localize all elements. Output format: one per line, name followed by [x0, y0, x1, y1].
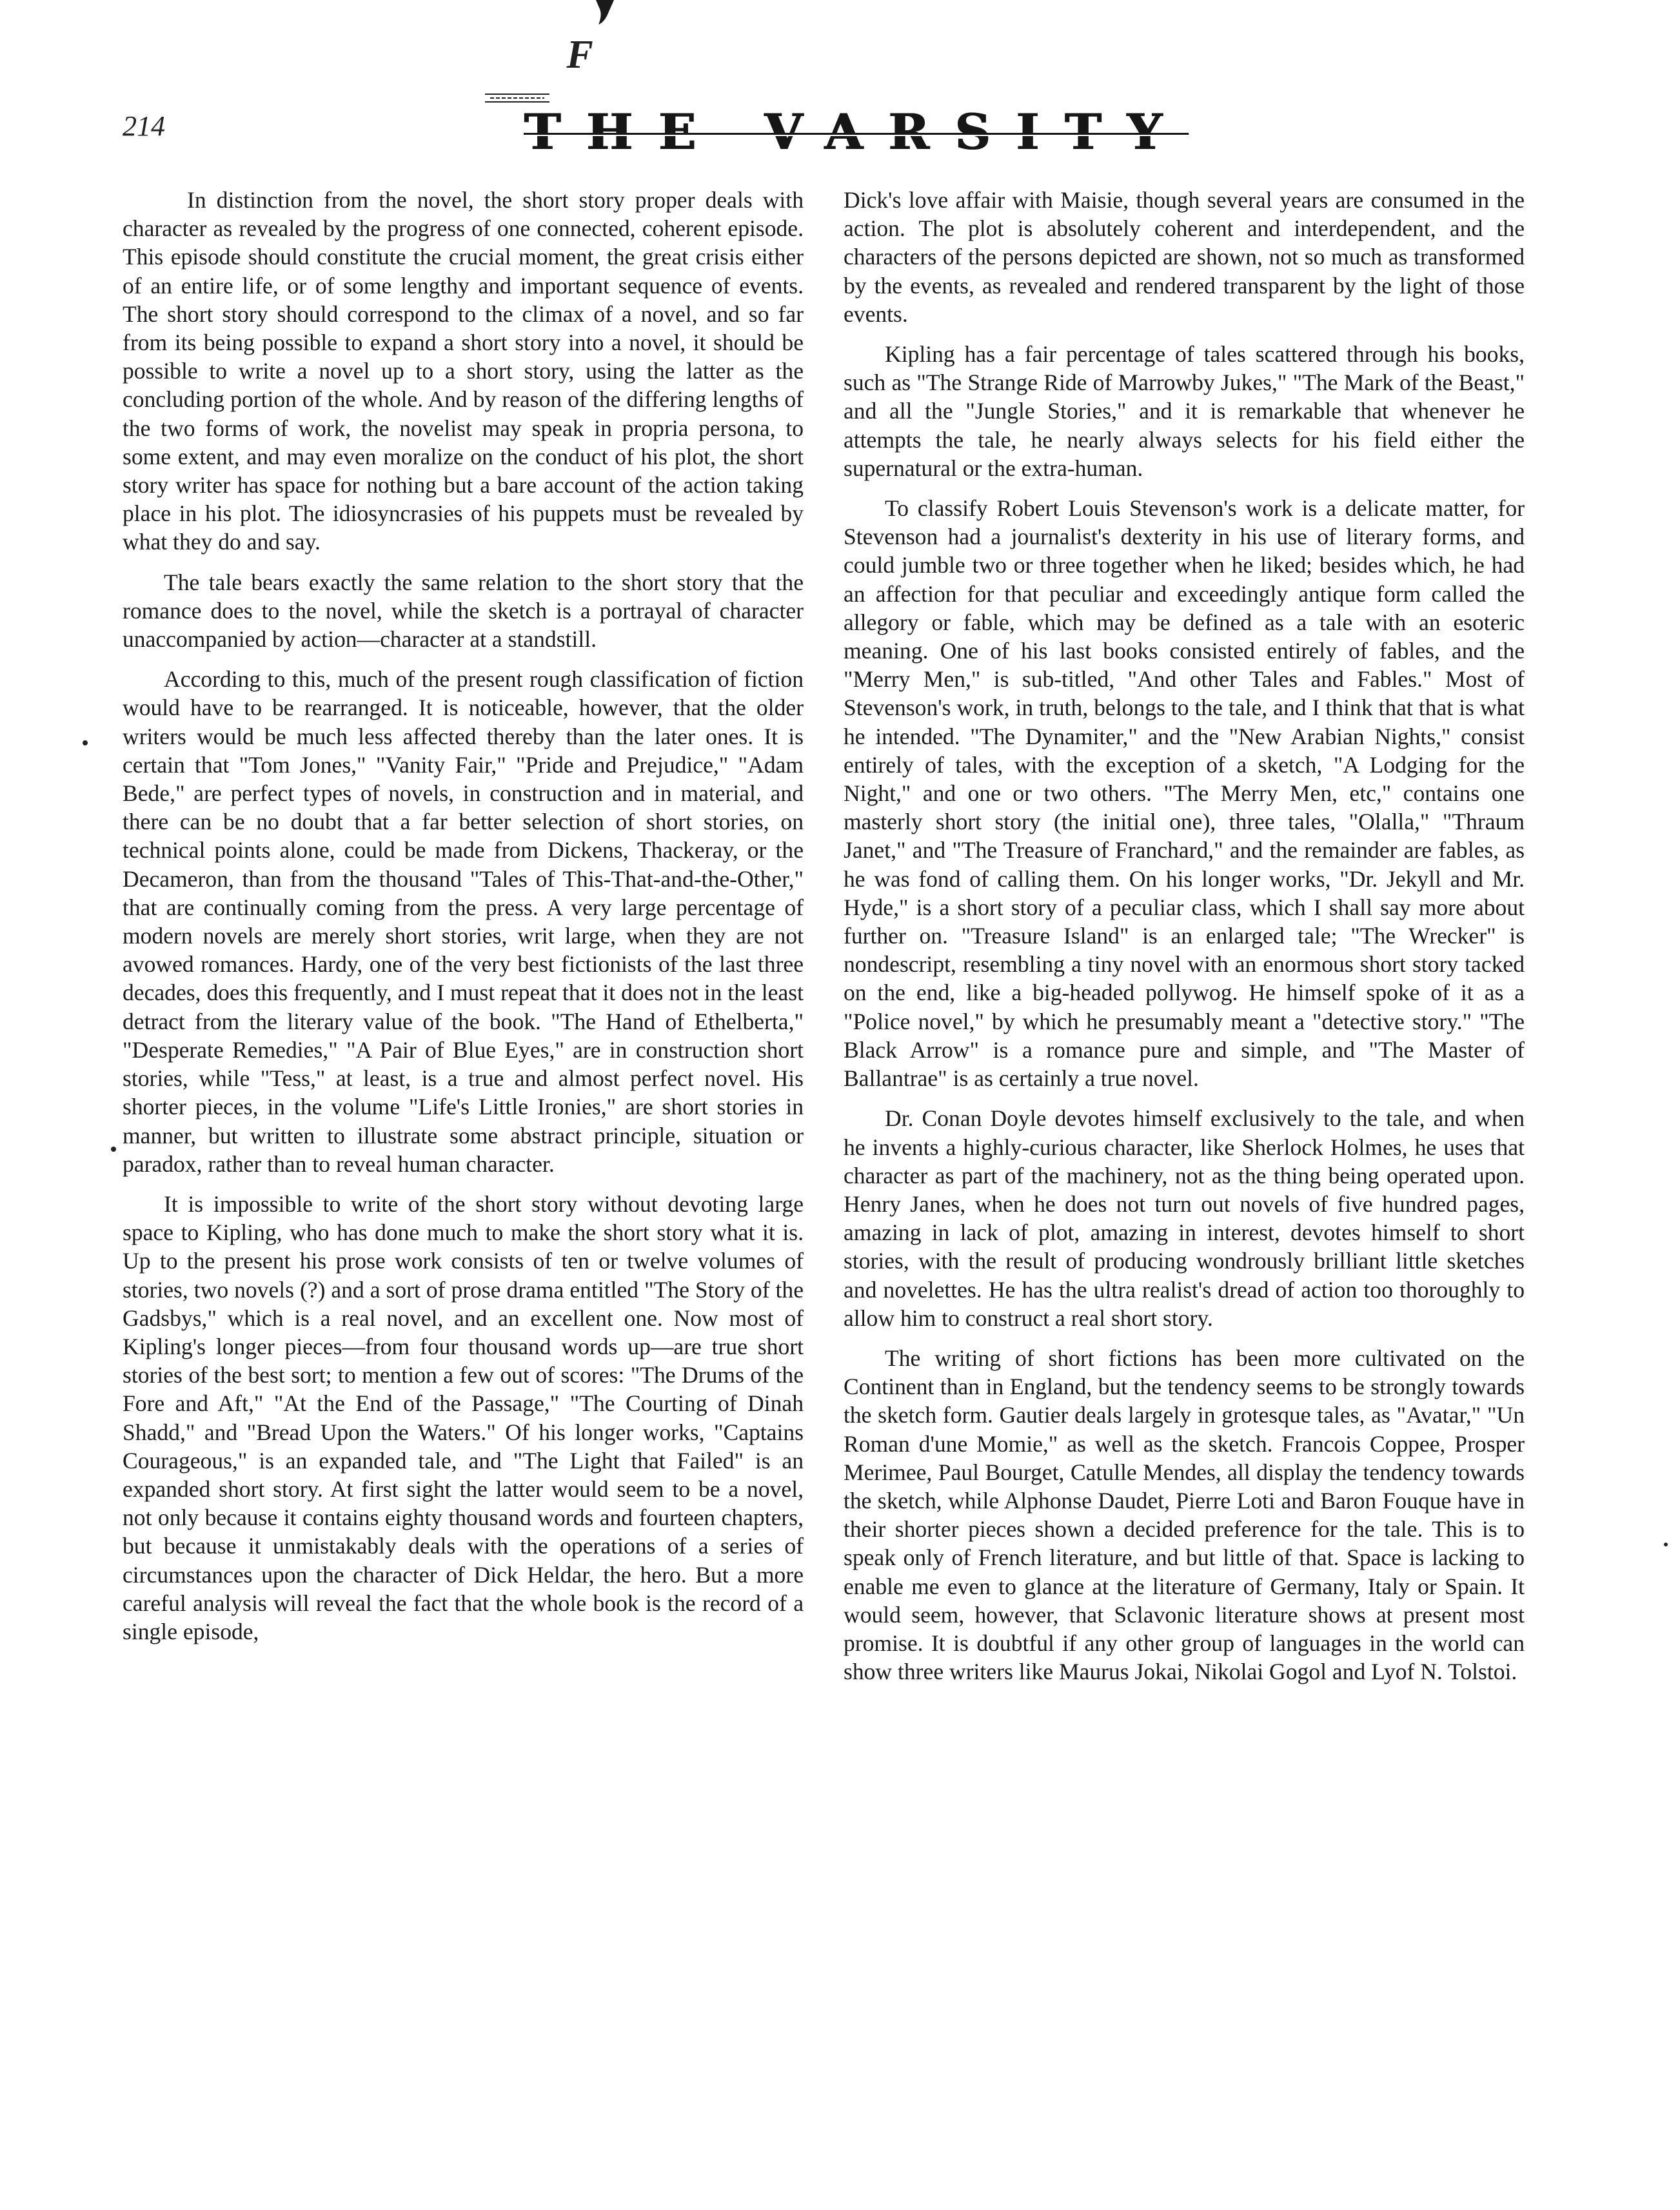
page-number: 214 — [123, 110, 165, 142]
ink-mark-icon — [592, 0, 618, 26]
ornament-letter: F — [566, 33, 593, 77]
ornamental-rule-icon — [485, 92, 549, 104]
paragraph: In distinction from the novel, the short story proper deals with character as revealed by the progress of one connected, coherent episode. This episode should constitute the crucial moment, the great crisis either of an entire life, or of some lengthy and important sequence of events. The short story should correspond to the climax of a novel, and so far from its being possible to expand a short story into a novel, it should be possible to write a novel up to a short story, using the latter as the concluding portion of the whole. And by reason of the differing lengths of the two forms of work, the novelist may speak in propria persona, to some extent, and may even moralize on the conduct of his plot, the short story writer has space for nothing but a bare account of the action taking place in his plot. The idiosyncrasies of his puppets must be revealed by what they do and say. — [123, 187, 804, 555]
right-column — [844, 186, 1525, 2082]
paragraph: To classify Robert Louis Stevenson's work is a delicate matter, for Stevenson had a journalist's dexterity in his use of literary forms, and could jumble two or three together when he liked; besides which, he had an affection for that peculiar and exceedingly antique form called the allegory or fable, which may be defined as a tale with an esoteric meaning. One of his last books consisted entirely of fables, and the "Merry Men," is sub-titled, "And other Tales and Fables." Most of Stevenson's work, in truth, belongs to the tale, and I think that that is what he intended. "The Dynamiter," and the "New Arabian Nights," consist entirely of tales, with the exception of a sketch, "A Lodging for the Night," and one or two others. "The Merry Men, etc," contains one masterly short story (the initial one), three tales, "Olalla," "Thraum Janet," and "The Treasure of Franchard," and the remainder are fables, as he was fond of calling them. On his longer works, "Dr. Jekyll and Mr. Hyde," is a short story of a peculiar class, which I shall say more about further on. "Treasure Island" is an enlarged tale; "The Wrecker" is nondescript, resembling a tiny novel with an enormous short story tacked on the end, like a big-headed pollywog. He himself spoke of it as a "Police novel," by which he presumably meant a "detective story." "The Black Arrow" is a romance pure and simple, and "The Master of Ballantrae" is as certainly a true novel. — [844, 495, 1525, 1092]
paragraph: The writing of short fictions has been more cultivated on the Continent than in England, but the tendency seems to be strongly towards the sketch form. Gautier deals largely in grotesque tales, as "Avatar," "Un Roman d'une Momie," as well as the sketch. Francois Coppee, Prosper Merimee, Paul Bourget, Catulle Mendes, all display the tendency towards the sketch, while Alphonse Daudet, Pierre Loti and Baron Fouque have in their shorter pieces shown a decided preference for the tale. This is to speak only of French literature, and but little of that. Space is lacking to enable me even to glance at the literature of Germany, Italy or Spain. It would seem, however, that Sclavonic literature shows at present most promise. It is doubtful if any other group of languages in the world can show three writers like Maurus Jokai, Nikolai Gogol and Lyof N. Tolstoi. — [844, 1345, 1525, 1685]
paragraph: It is impossible to write of the short story without devoting large space to Kipling, who has done much to make the short story what it is. Up to the present his prose work consists of ten or twelve volumes of stories, two novels (?) and a sort of prose drama entitled "The Story of the Gadsbys," which is a real novel, and an excellent one. Now most of Kipling's longer pieces—from four thousand words up—are true short stories of the best sort; to mention a few out of scores: "The Drums of the Fore and Aft," "At the End of the Passage," "The Courting of Dinah Shadd," and "Bread Upon the Waters." Of his longer works, "Captains Courageous," is an expanded tale, and "The Light that Failed" is an expanded short story. At first sight the latter would seem to be a novel, not only because it contains eighty thousand words and fourteen chapters, but because it unmistakably deals with the operations of a series of circumstances upon the character of Dick Heldar, the hero. But a more careful analysis will reveal the fact that the whole book is the record of a single episode, — [123, 1190, 804, 1644]
paragraph: According to this, much of the present rough classification of fiction would have to be rearranged. It is noticeable, however, that the older writers would be much less affected thereby than the later ones. It is certain that "Tom Jones," "Vanity Fair," "Pride and Prejudice," "Adam Bede," are perfect types of novels, in construction and in material, and there can be no doubt that a far better selection of short stories, on technical points alone, could be made from Dickens, Thackeray, or the Decameron, than from the thousand "Tales of This-That-and-the-Other," that are continually coming from the press. A very large percentage of modern novels are merely short stories, writ large, when they are not avowed romances. Hardy, one of the very best fictionists of the last three decades, does this frequently, and I must repeat that it does not in the least detract from the literary value of the book. "The Hand of Ethelberta," "Desperate Remedies," "A Pair of Blue Eyes," are in construction short stories, while "Tess," at least, is a true and almost perfect novel. His shorter pieces, in the volume "Life's Little Ironies," are short stories in manner, but written to illustrate some abstract principle, situation or paradox, rather than to reveal human character. — [123, 666, 804, 1177]
paragraph: The tale bears exactly the same relation to the short story that the romance does to the novel, while the sketch is a portrayal of character unaccompanied by action—character at a standstill. — [123, 569, 804, 653]
stray-ink-dot — [111, 1147, 116, 1152]
stray-ink-dot — [83, 740, 88, 745]
masthead-title: THE VARSITY — [524, 103, 1188, 161]
left-column — [123, 186, 804, 2082]
paragraph: Dr. Conan Doyle devotes himself exclusively to the tale, and when he invents a highly-curious character, like Sherlock Holmes, he uses that character as part of the machinery, not as the thing being operated upon. Henry Janes, when he does not turn out novels of five hundred pages, amazing in lack of plot, amazing in interest, devotes himself to short stories, with the result of producing wondrously brilliant little sketches and novelettes. He has the ultra realist's dread of action too thoroughly to allow him to construct a real short story. — [844, 1105, 1525, 1331]
stray-ink-dot — [1664, 1543, 1668, 1546]
paragraph: Kipling has a fair percentage of tales scattered through his books, such as "The Strange Ride of Marrowby Jukes," "The Mark of the Beast," and all the "Jungle Stories," and it is remarkable that whenever he attempts the tale, he nearly always selects for his field either the supernatural or the extra-human. — [844, 341, 1525, 481]
paragraph: Dick's love affair with Maisie, though several years are consumed in the action. The plot is absolutely coherent and interdependent, and the characters of the persons depicted are shown, not so much as transformed by the events, as revealed and rendered transparent by the light of those events. — [844, 187, 1525, 327]
